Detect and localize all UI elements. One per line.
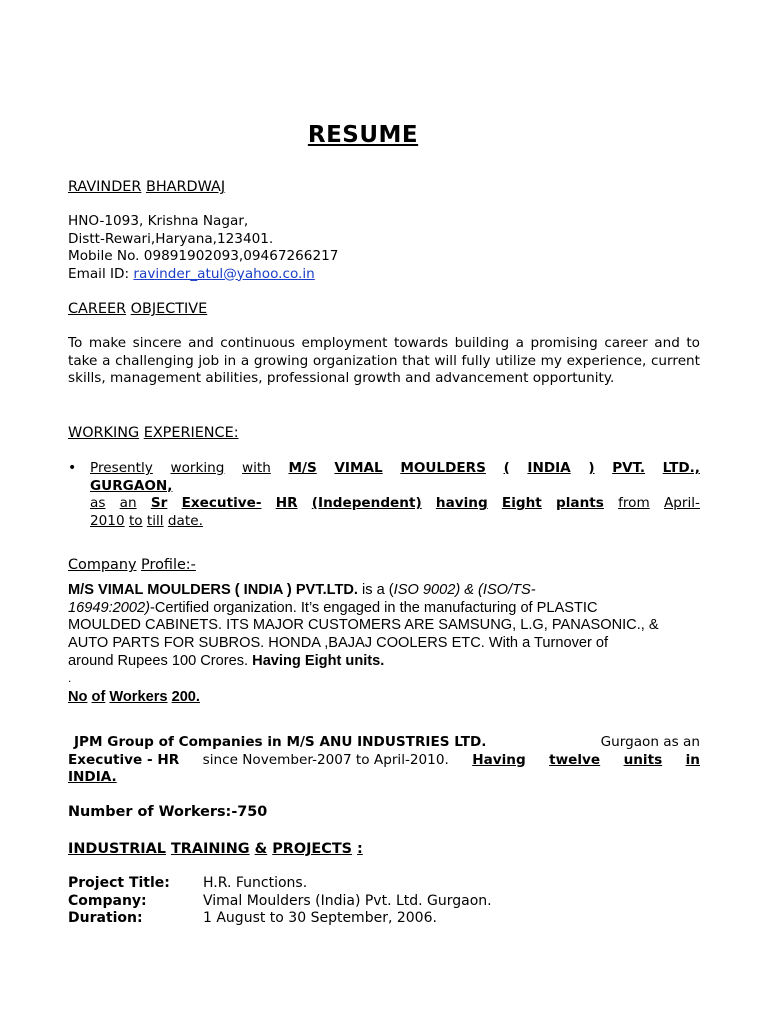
jpm-word: Having	[472, 751, 526, 768]
mobile-number: Mobile No. 09891902093,09467266217	[68, 248, 339, 264]
experience-text	[90, 460, 700, 530]
company-profile-heading	[68, 556, 196, 574]
exp-word: date.	[167, 512, 203, 529]
training-heading-word: INDUSTRIAL	[68, 841, 166, 857]
working-experience-heading	[68, 424, 239, 442]
exp-word: till	[146, 512, 164, 529]
exp-word: PVT.	[612, 460, 646, 476]
jpm-word: INDIA.	[68, 769, 117, 785]
career-objective-text: To make sincere and continuous employment towards building a promising career and to take a challenging job in a growing organization that will fully utilize my experience, current skills, management abilities, professional growth and advancement opportunity.	[68, 335, 700, 386]
exp-word: an	[119, 495, 137, 511]
jpm-word: twelve	[549, 751, 601, 768]
company-name: M/S VIMAL MOULDERS ( INDIA ) PVT.LTD.	[68, 582, 358, 598]
address-line-2: Distt-Rewari,Haryana,123401.	[68, 230, 274, 247]
jpm-text: since November-2007 to April-2010.	[202, 751, 449, 768]
jpm-word: units	[623, 751, 663, 768]
jpm-row-2	[68, 752, 700, 770]
project-label: Company:	[68, 892, 147, 909]
jpm-row-3	[68, 769, 700, 787]
jpm-role: Executive - HR	[68, 751, 180, 768]
email-label: Email ID:	[68, 265, 134, 282]
exp-word: GURGAON,	[90, 477, 173, 494]
working-heading-word: WORKING	[68, 425, 140, 441]
stray-dot: .	[68, 670, 72, 685]
bullet-icon: •	[68, 460, 77, 476]
iso-text: 16949:2002)	[68, 599, 150, 616]
exp-word: to	[128, 512, 143, 529]
number-of-workers: Number of Workers:-750	[68, 804, 268, 820]
exp-word: Sr	[150, 495, 168, 511]
exp-word: MOULDERS	[400, 460, 486, 476]
project-details	[68, 875, 492, 928]
first-name: RAVINDER	[68, 179, 142, 195]
jpm-paragraph	[68, 734, 700, 787]
jpm-word: in	[685, 751, 700, 768]
units-text: Having Eight units.	[252, 652, 385, 669]
profile-line-3: MOULDED CABINETS. ITS MAJOR CUSTOMERS ARE SAMSUNG, L.G, PANASONIC., &	[68, 617, 659, 634]
training-heading-word: &	[254, 841, 268, 857]
email-link[interactable]: ravinder_atul@yahoo.co.in	[133, 265, 315, 282]
project-label: Duration:	[68, 910, 143, 926]
project-title-row	[68, 875, 492, 893]
career-objective-heading	[68, 300, 207, 318]
profile-line-1	[68, 582, 700, 600]
exp-word: Executive-	[181, 495, 262, 511]
training-heading-word: :	[357, 841, 363, 857]
exp-word: working	[170, 460, 225, 476]
project-company-row	[68, 893, 492, 911]
exp-word: M/S	[288, 460, 317, 476]
profile-line-5	[68, 653, 700, 671]
workers-word: Workers	[109, 689, 168, 705]
exp-word: from	[618, 495, 650, 511]
profile-text: -Certified organization. It’s engaged in the manufacturing of PLASTIC	[149, 599, 598, 616]
experience-heading-word: EXPERIENCE:	[143, 425, 239, 441]
profile-line-2	[68, 600, 700, 618]
last-name: BHARDWAJ	[145, 179, 226, 195]
jpm-row-1	[68, 734, 700, 752]
industrial-training-heading	[68, 840, 363, 858]
exp-word: Eight	[501, 495, 542, 511]
profile-text: is a (	[357, 582, 394, 598]
experience-row-3	[90, 495, 700, 513]
iso-text: ISO 9002) & (ISO/TS-	[393, 582, 536, 598]
project-duration-row	[68, 910, 492, 928]
workers-word: of	[91, 689, 106, 705]
project-value: 1 August to 30 September, 2006.	[203, 910, 437, 926]
exp-word: )	[588, 460, 595, 476]
exp-word: 2010	[90, 512, 125, 529]
exp-word: VIMAL	[334, 460, 383, 476]
career-heading-word: CAREER	[68, 301, 127, 317]
experience-row-4	[90, 513, 700, 531]
exp-word: Presently	[90, 460, 153, 476]
candidate-name	[68, 178, 225, 196]
experience-bullet	[68, 460, 700, 540]
project-value: Vimal Moulders (India) Pvt. Ltd. Gurgaon.	[203, 892, 492, 909]
workers-count	[68, 689, 200, 705]
profile-text: around Rupees 100 Crores.	[68, 652, 253, 669]
address-line-1: HNO-1093, Krishna Nagar,	[68, 213, 249, 229]
project-value: H.R. Functions.	[203, 875, 308, 891]
company-profile-text	[68, 582, 700, 685]
training-heading-word: PROJECTS	[272, 841, 353, 857]
workers-word: No	[68, 689, 88, 705]
workers-word: 200.	[171, 689, 200, 705]
exp-word: as	[90, 495, 106, 511]
exp-word: LTD.,	[662, 460, 700, 476]
profile-line-4: AUTO PARTS FOR SUBROS. HONDA ,BAJAJ COOLERS ETC. With a Turnover of	[68, 635, 609, 652]
email-row	[68, 266, 315, 284]
exp-word: HR	[275, 495, 298, 511]
page-title: RESUME	[307, 122, 419, 148]
exp-word: plants	[556, 495, 604, 511]
jpm-text: Gurgaon as an	[600, 734, 700, 750]
company-heading-word: Company	[68, 557, 137, 573]
objective-heading-word: OBJECTIVE	[130, 301, 208, 317]
exp-word: INDIA	[527, 460, 571, 476]
exp-word: (Independent)	[311, 495, 422, 511]
project-label: Project Title:	[68, 875, 170, 891]
exp-word: April-	[663, 495, 700, 511]
experience-row-1	[90, 460, 700, 478]
exp-word: (	[503, 460, 510, 476]
training-heading-word: TRAINING	[170, 841, 250, 857]
experience-row-2	[90, 478, 700, 496]
profile-heading-word: Profile:-	[141, 557, 196, 573]
jpm-company: JPM Group of Companies in M/S ANU INDUSTRIES LTD.	[74, 734, 487, 750]
exp-word: having	[435, 495, 488, 511]
exp-word: with	[242, 460, 271, 476]
